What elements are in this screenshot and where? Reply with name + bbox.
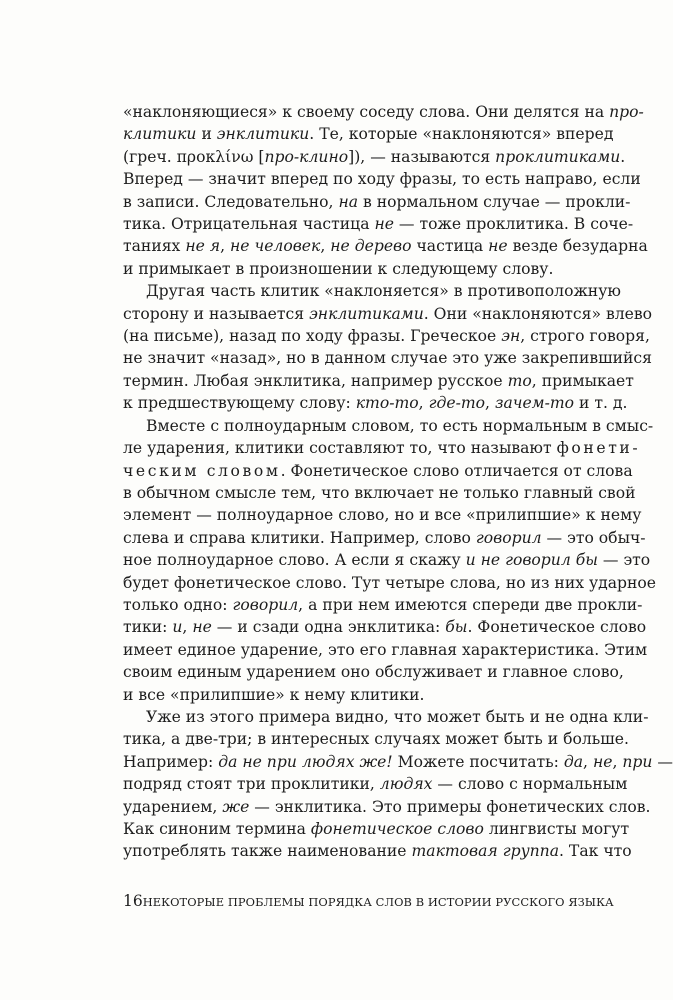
text-run: в обычном смысле тем, что включает не только главный свой xyxy=(123,483,636,502)
text-run: своим единым ударением оно обслуживает и главное слово, xyxy=(123,663,624,682)
text-line xyxy=(123,325,650,347)
text-run: , xyxy=(583,752,593,771)
text-run: — xyxy=(652,752,673,771)
running-head: НЕКОТОРЫЕ ПРОБЛЕМЫ ПОРЯДКА СЛОВ В ИСТОРИИ РУССКОГО ЯЗЫКА xyxy=(142,895,614,909)
text-run: имеет единое ударение, это его главная характеристика. Этим xyxy=(123,640,648,659)
italic-term: говорил xyxy=(475,528,542,547)
text-run: , а при нем имеются спереди две прокли- xyxy=(298,595,643,614)
text-run: лингвисты могут xyxy=(483,820,630,838)
text-line xyxy=(123,504,642,526)
italic-term: и xyxy=(172,618,183,637)
text-line xyxy=(123,661,624,683)
body-text xyxy=(123,101,673,863)
italic-term: тактовая группа xyxy=(411,842,560,861)
text-run: . Фонетическое слово отличается от слова xyxy=(280,461,633,480)
text-line xyxy=(123,572,657,594)
text-run: . xyxy=(620,147,626,166)
text-run: Вперед — значит вперед по ходу фразы, то есть направо, если xyxy=(123,170,641,189)
text-run: и примыкает в произношении к следующему слову. xyxy=(123,259,554,278)
paragraph xyxy=(123,706,673,863)
text-run: частица xyxy=(411,237,489,256)
text-line xyxy=(123,751,673,773)
text-line xyxy=(123,258,594,280)
text-run: Другая часть клитик «наклоняется» в противоположную xyxy=(146,282,621,301)
italic-term: не xyxy=(374,215,394,234)
italic-term: клитики xyxy=(123,125,197,144)
text-line xyxy=(123,168,641,190)
text-run: термин. Любая энклитика, например русское xyxy=(123,371,508,390)
text-run: тика. Отрицательная частица xyxy=(123,215,375,234)
text-run: и xyxy=(196,125,217,144)
text-line xyxy=(123,460,633,482)
italic-term: же xyxy=(222,797,250,816)
paragraph xyxy=(123,280,653,414)
text-run: ле ударения, клитики составляют то, что называют xyxy=(123,439,557,458)
italic-term: то xyxy=(507,371,532,390)
text-line xyxy=(123,235,648,257)
text-line xyxy=(123,146,626,168)
paragraph xyxy=(123,415,657,706)
page-footer xyxy=(123,892,614,910)
text-run: употреблять также наименование xyxy=(123,842,412,861)
text-line xyxy=(123,796,651,818)
text-run: сторону и называется xyxy=(123,304,310,323)
text-run: Можете посчитать: xyxy=(392,752,564,771)
text-run: , xyxy=(485,394,495,413)
italic-term: зачем-то xyxy=(494,394,575,413)
italic-term: не xyxy=(592,752,613,771)
text-line xyxy=(123,549,651,571)
italic-term: проклитиками xyxy=(495,147,621,166)
text-run: подряд стоят три проклитики, xyxy=(123,775,380,794)
text-run: «наклоняющиеся» к своему соседу слова. Они делятся на xyxy=(123,103,610,121)
text-run: слева и справа клитики. Например, слово xyxy=(123,528,476,547)
paragraph xyxy=(123,101,648,280)
italic-term: не дерево xyxy=(330,237,412,256)
text-line xyxy=(123,280,621,302)
text-run: в нормальном случае — прокли- xyxy=(358,192,631,211)
text-line xyxy=(123,482,636,504)
text-run: (греч. προκλίνω [ xyxy=(123,147,265,166)
text-run: таниях xyxy=(123,237,186,256)
text-line xyxy=(123,527,646,549)
text-run: и все «прилипшие» к нему клитики. xyxy=(123,685,425,704)
text-run: , xyxy=(182,618,193,637)
text-run: ное полноударное слово. А если я скажу xyxy=(123,551,466,570)
text-run: . Те, которые «наклоняются» вперед xyxy=(309,125,614,144)
text-line xyxy=(123,370,634,392)
italic-term: эн xyxy=(501,327,521,346)
text-run: — слово с нормальным xyxy=(432,775,628,794)
text-line xyxy=(123,706,649,728)
text-line xyxy=(123,840,632,862)
text-line xyxy=(123,639,648,661)
text-run: , xyxy=(220,237,231,256)
text-run: , xyxy=(418,394,429,413)
text-line xyxy=(123,594,643,616)
text-run: — это обыч- xyxy=(541,528,646,547)
italic-term: бы xyxy=(445,618,468,637)
text-run: — и сзади одна энклитика: xyxy=(211,618,446,637)
italic-term: да не при людях же! xyxy=(218,752,393,771)
text-run: Как синоним термина xyxy=(123,820,311,838)
text-line xyxy=(123,773,628,795)
text-line xyxy=(123,213,634,235)
italic-term: фонетическое слово xyxy=(310,820,484,838)
text-run: к предшествующему слову: xyxy=(123,394,356,413)
italic-term: и не говорил бы xyxy=(465,551,598,570)
text-line xyxy=(123,616,647,638)
italic-term: где-то xyxy=(428,394,486,413)
spaced-term: ческим словом xyxy=(123,461,281,480)
text-run: , примыкает xyxy=(531,371,634,390)
text-run: будет фонетическое слово. Тут четыре слова, но из них ударное xyxy=(123,573,657,592)
italic-term: говорил xyxy=(232,595,299,614)
text-run: — это xyxy=(597,551,651,570)
text-run: в записи. Следовательно, xyxy=(123,192,339,211)
italic-term: энклитики xyxy=(216,125,310,144)
text-line xyxy=(123,728,629,750)
italic-term: при xyxy=(622,752,653,771)
text-run: , строго говоря, xyxy=(520,327,650,346)
text-run: элемент — полноударное слово, но и все «прилипшие» к нему xyxy=(123,506,642,525)
text-line xyxy=(123,123,614,145)
text-run: — тоже проклитика. В соче- xyxy=(393,215,634,234)
text-line xyxy=(123,347,652,369)
text-run: ]), — называются xyxy=(348,147,496,166)
text-run: не значит «назад», но в данном случае это уже закрепившийся xyxy=(123,349,652,368)
italic-term: не я xyxy=(185,237,221,256)
text-run: , xyxy=(320,237,331,256)
text-run: тики: xyxy=(123,618,173,637)
text-run: , xyxy=(612,752,623,771)
text-run: . Они «наклоняются» влево xyxy=(423,304,653,323)
spaced-term: фонети- xyxy=(556,439,641,458)
text-run: . Фонетическое слово xyxy=(467,618,647,637)
text-run: Например: xyxy=(123,752,219,771)
italic-term: про-клино xyxy=(264,147,349,166)
text-line xyxy=(123,415,654,437)
text-run: только одно: xyxy=(123,595,233,614)
italic-term: на xyxy=(338,192,359,211)
italic-term: энклитиками xyxy=(309,304,424,323)
text-line xyxy=(123,684,594,706)
text-run: ударением, xyxy=(123,797,223,816)
italic-term: не xyxy=(192,618,212,637)
text-run: Вместе с полноударным словом, то есть нормальным в смыс- xyxy=(146,416,654,435)
text-line xyxy=(123,303,653,325)
text-line xyxy=(123,191,631,213)
text-line xyxy=(123,101,644,123)
text-line xyxy=(123,818,630,840)
text-run: . Так что xyxy=(559,842,632,861)
text-run: — энклитика. Это примеры фонетических слов. xyxy=(249,797,651,816)
italic-term: про- xyxy=(609,103,644,121)
text-run: везде безударна xyxy=(507,237,648,256)
text-run: (на письме), назад по ходу фразы. Греческое xyxy=(123,327,502,346)
italic-term: да xyxy=(563,752,584,771)
italic-term: не xyxy=(488,237,508,256)
text-line xyxy=(123,392,628,414)
text-line xyxy=(123,437,641,459)
italic-term: не человек xyxy=(230,237,321,256)
text-run: тика, а две-три; в интересных случаях может быть и больше. xyxy=(123,730,629,749)
text-run: Уже из этого примера видно, что может быть и не одна кли- xyxy=(146,707,649,726)
italic-term: кто-то xyxy=(355,394,419,413)
text-run: и т. д. xyxy=(574,394,628,413)
italic-term: людях xyxy=(379,775,433,794)
page-number: 16 xyxy=(123,892,143,910)
